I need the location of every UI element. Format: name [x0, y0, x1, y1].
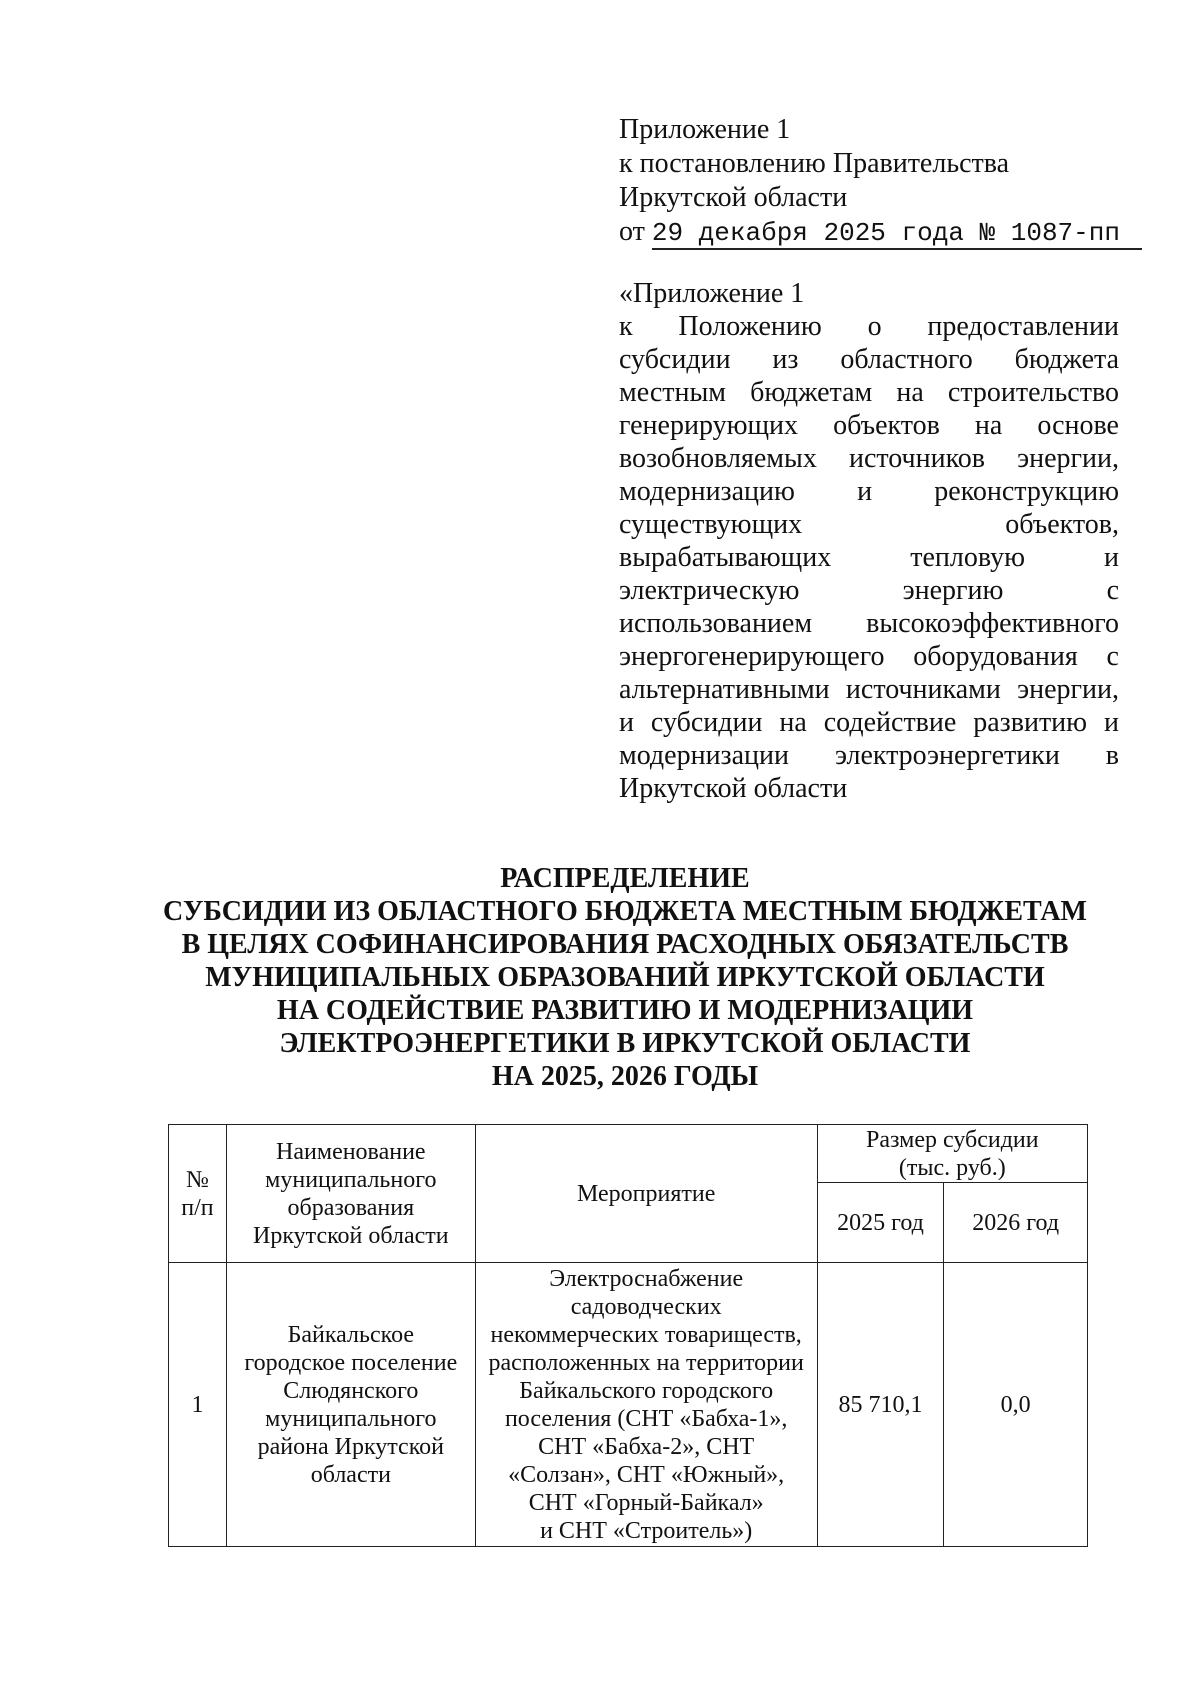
annex-line-2: к постановлению Правительства — [619, 148, 1010, 179]
title-line: НА СОДЕЙСТВИЕ РАЗВИТИЮ И МОДЕРНИЗАЦИИ — [276, 995, 974, 1026]
title-line: МУНИЦИПАЛЬНЫХ ОБРАЗОВАНИЙ ИРКУТСКОЙ ОБЛАСТИ — [205, 962, 1045, 993]
header-measure: Мероприятие — [475, 1125, 817, 1263]
cell-year-2025-amount: 85 710,1 — [817, 1263, 944, 1547]
annex-line-1: Приложение 1 — [619, 114, 791, 145]
cell-municipality: Байкальское городское поселение Слюдянского муниципального района Иркутской области — [226, 1263, 475, 1547]
position-last-line: Иркутской области — [619, 773, 848, 804]
title-line: РАСПРЕДЕЛЕНИЕ — [500, 863, 750, 894]
annex-from-label: от — [619, 216, 645, 247]
position-line: генерирующих объектов на основе — [619, 410, 1119, 441]
document-title — [150, 862, 1100, 1093]
title-line: В ЦЕЛЯХ СОФИНАНСИРОВАНИЯ РАСХОДНЫХ ОБЯЗАТЕЛЬСТВ — [181, 929, 1069, 960]
position-line: модернизации электроэнергетики в — [619, 740, 1119, 771]
position-line: вырабатывающих тепловую и — [619, 542, 1119, 573]
cell-number: 1 — [169, 1263, 227, 1547]
header-year-2025: 2025 год — [817, 1183, 944, 1263]
position-line: и субсидии на содействие развитию и — [619, 707, 1119, 738]
position-line: модернизацию и реконструкцию — [619, 476, 1119, 507]
position-line: альтернативными источниками энергии, — [619, 674, 1119, 705]
annex-date-line — [619, 215, 1119, 250]
annex-date-number: 29 декабря 2025 года № 1087-пп — [651, 218, 1120, 248]
table-row — [169, 1263, 1088, 1547]
title-line: ЭЛЕКТРОЭНЕРГЕТИКИ В ИРКУТСКОЙ ОБЛАСТИ — [279, 1028, 971, 1059]
position-line: существующих объектов, — [619, 509, 1119, 540]
position-line: использованием высокоэффективного — [619, 608, 1119, 639]
position-line: энергогенерирующего оборудования с — [619, 641, 1119, 672]
title-line: СУБСИДИИ ИЗ ОБЛАСТНОГО БЮДЖЕТА МЕСТНЫМ БЮДЖЕТАМ — [163, 896, 1087, 927]
header-subsidy-size: Размер субсидии (тыс. руб.) — [817, 1125, 1087, 1183]
subsidy-distribution-table — [168, 1124, 1088, 1547]
title-line: НА 2025, 2026 ГОДЫ — [491, 1061, 759, 1092]
cell-year-2026-amount: 0,0 — [944, 1263, 1088, 1547]
position-line: местным бюджетам на строительство — [619, 377, 1119, 408]
header-year-2026: 2026 год — [944, 1183, 1088, 1263]
position-line: к Положению о предоставлении — [619, 311, 1119, 342]
annex-line-3: Иркутской области — [619, 182, 848, 213]
position-line: возобновляемых источников энергии, — [619, 443, 1119, 474]
position-reference — [619, 277, 1119, 805]
position-line: электрическую энергию с — [619, 575, 1119, 606]
annex-reference — [619, 113, 1119, 250]
cell-measure: Электроснабжение садоводческих некоммерческих товариществ, расположенных на территории Байкальского городского поселения (СНТ «Бабха-1», СНТ «Бабха-2», СНТ «Солзан», СНТ «Южный», СНТ «Горный-Байкал» и СНТ «Строитель») — [475, 1263, 817, 1547]
position-heading: «Приложение 1 — [619, 278, 805, 309]
header-municipality: Наименование муниципального образования Иркутской области — [226, 1125, 475, 1263]
table-header-row — [169, 1125, 1088, 1183]
header-number: № п/п — [169, 1125, 227, 1263]
position-line: субсидии из областного бюджета — [619, 344, 1119, 375]
